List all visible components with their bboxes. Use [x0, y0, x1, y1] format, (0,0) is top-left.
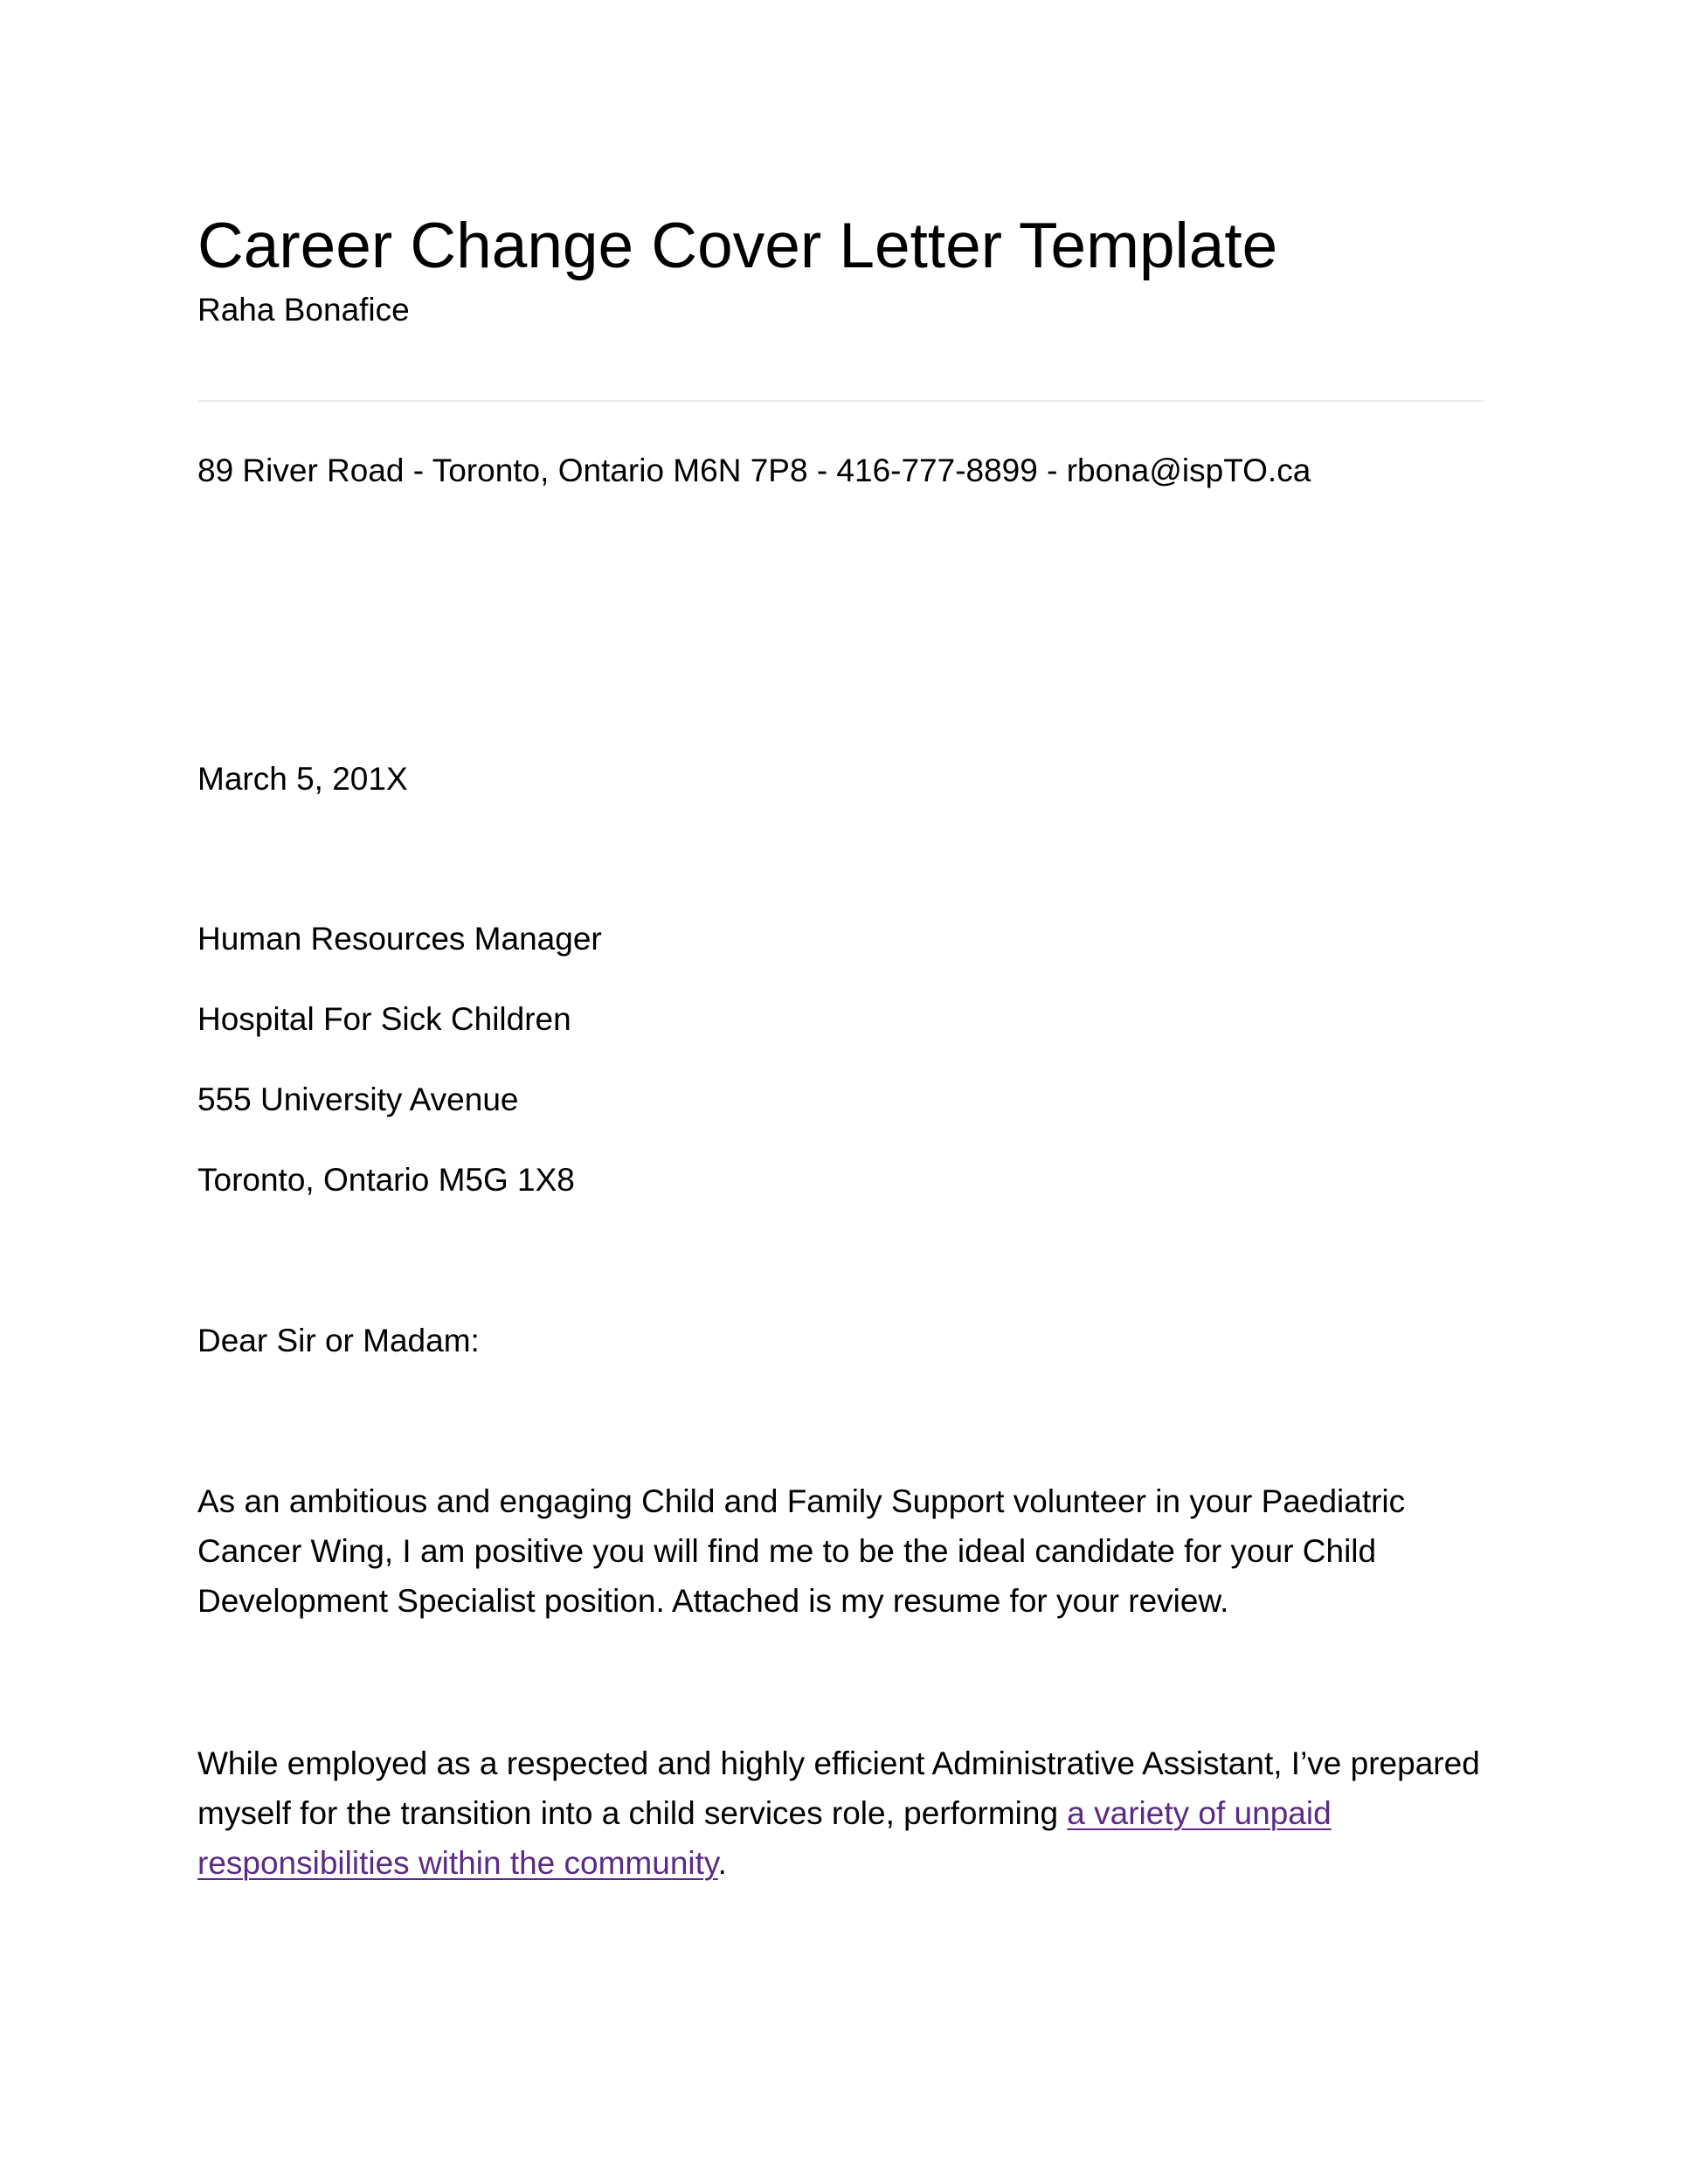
body-paragraph-1: As an ambitious and engaging Child and Family Support volunteer in your Paediatric Cancer Wing, I am positive you will find me to be the ideal candidate for your Child Development Specialist position. Attached is my resume for your review.: [197, 1483, 1406, 1619]
recipient-title: Human Resources Manager: [197, 921, 602, 957]
document-title: Career Change Cover Letter Template: [197, 211, 1278, 281]
recipient-city: Toronto, Ontario M5G 1X8: [197, 1162, 575, 1198]
author-name: Raha Bonafice: [197, 292, 410, 328]
salutation: Dear Sir or Madam:: [197, 1323, 480, 1358]
recipient-organization: Hospital For Sick Children: [197, 1001, 571, 1037]
community-responsibilities-link[interactable]: a variety of unpaid responsibilities within the community: [197, 1795, 1332, 1881]
contact-line: 89 River Road - Toronto, Ontario M6N 7P8 - 416-777-8899 - rbona@ispTO.ca: [197, 453, 1311, 488]
paragraph-2-end: .: [717, 1845, 727, 1881]
header-divider: [197, 400, 1484, 402]
recipient-street: 555 University Avenue: [197, 1082, 519, 1117]
letter-date: March 5, 201X: [197, 761, 408, 797]
body-paragraph-2: [197, 1738, 1491, 1888]
paragraph-2-text: While employed as a respected and highly efficient Administrative Assistant, I’ve prepared myself for the transition into a child services role, performing: [197, 1745, 1480, 1831]
